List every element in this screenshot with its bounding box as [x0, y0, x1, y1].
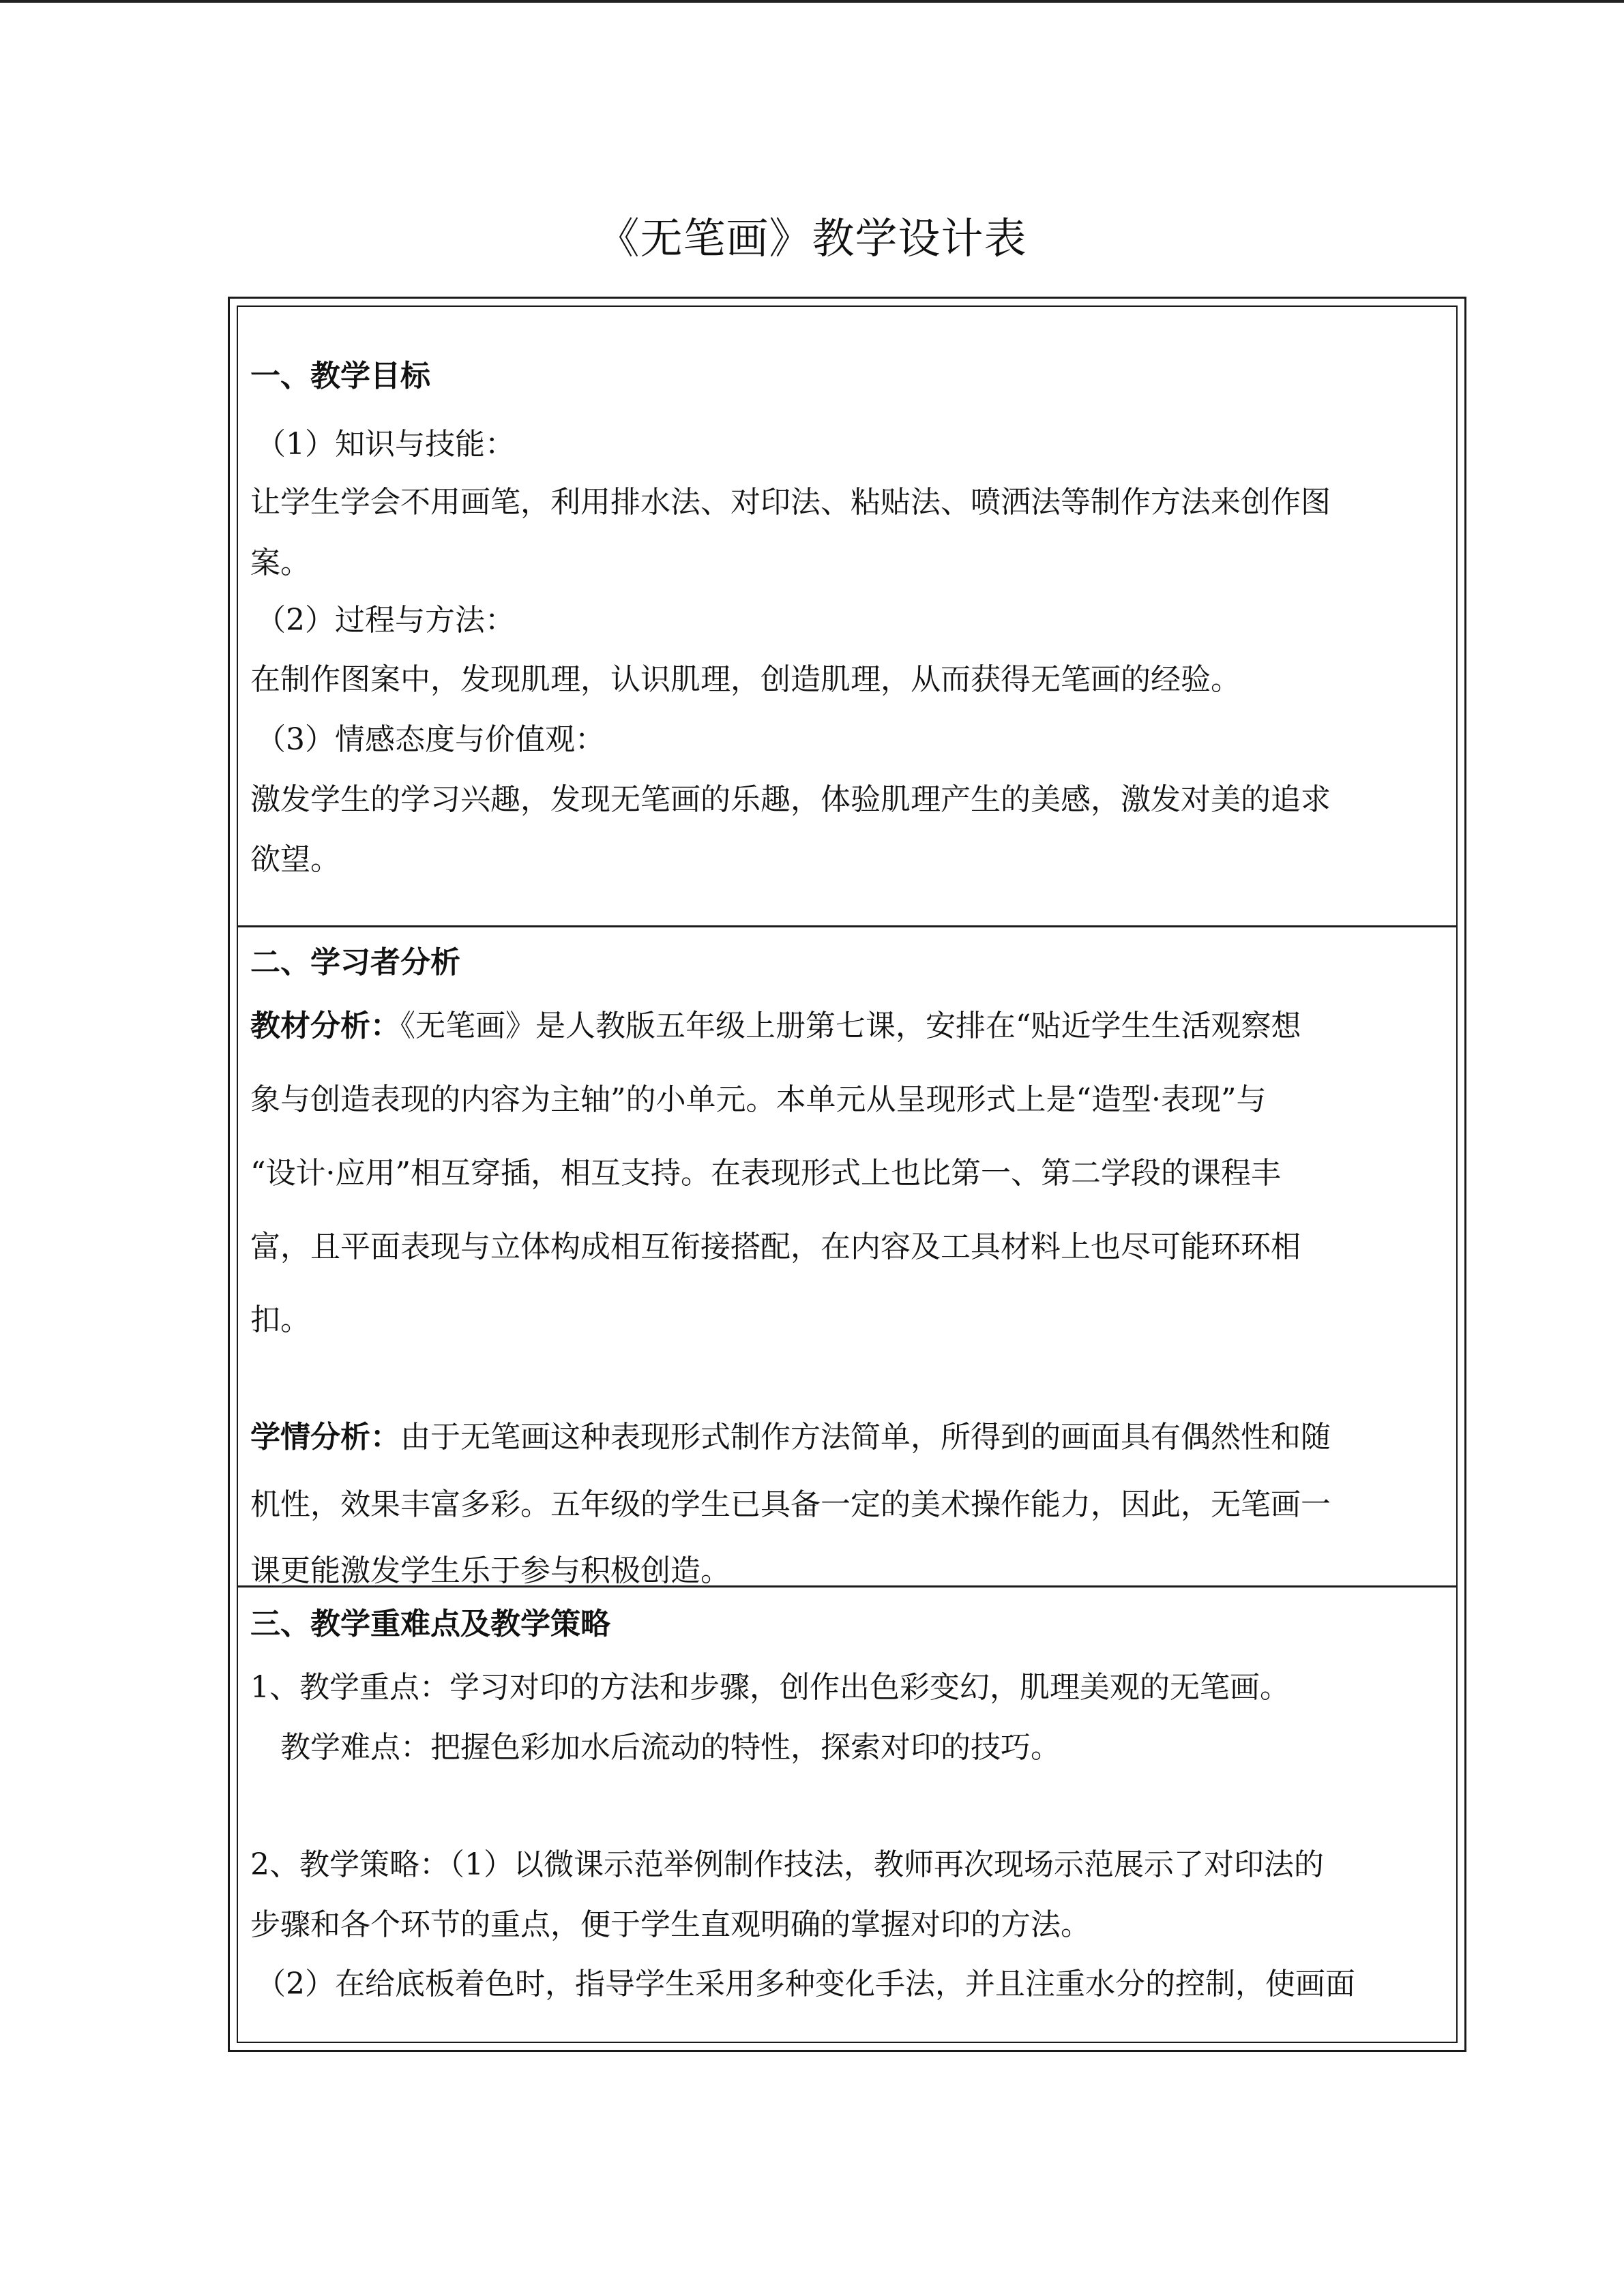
- material-analysis-line: [250, 1006, 1444, 1047]
- objective-line: （2）过程与方法：: [256, 603, 515, 638]
- section-teaching-objectives: [238, 307, 1456, 925]
- learner-analysis-label: 学情分析：: [250, 1420, 400, 1455]
- objective-line: 让学生学会不用画笔，利用排水法、对印法、粘贴法、喷洒法等制作方法来创作图: [250, 485, 1331, 520]
- design-table-inner: [237, 305, 1458, 2043]
- design-table: [228, 297, 1466, 2052]
- section-heading: 二、学习者分析: [250, 945, 460, 980]
- strategy-line: 2、教学策略：（1）以微课示范举例制作技法，教师再次现场示范展示了对印法的: [250, 1847, 1324, 1882]
- section-learner-analysis: [238, 925, 1456, 1588]
- strategy-line: 1、教学重点：学习对印的方法和步骤，创作出色彩变幻，肌理美观的无笔画。: [250, 1670, 1290, 1705]
- learner-analysis-line: [250, 1417, 1444, 1458]
- objective-line: 激发学生的学习兴趣，发现无笔画的乐趣，体验肌理产生的美感，激发对美的追求: [250, 782, 1331, 817]
- section-heading: 三、教学重难点及教学策略: [250, 1607, 610, 1641]
- learner-analysis-line: 课更能激发学生乐于参与积极创造。: [250, 1553, 730, 1588]
- objective-line: 在制作图案中，发现肌理，认识肌理，创造肌理，从而获得无笔画的经验。: [250, 662, 1241, 697]
- objective-line: 欲望。: [250, 842, 340, 877]
- learner-analysis-text: 由于无笔画这种表现形式制作方法简单，所得到的画面具有偶然性和随: [400, 1420, 1331, 1455]
- strategy-line: 教学难点：把握色彩加水后流动的特性，探索对印的技巧。: [280, 1730, 1061, 1765]
- section-heading: 一、教学目标: [250, 359, 430, 393]
- material-analysis-line: “设计·应用”相互穿插，相互支持。在表现形式上也比第一、第二学段的课程丰: [250, 1156, 1281, 1191]
- material-analysis-line: 扣。: [250, 1302, 310, 1337]
- objective-line: （1）知识与技能：: [256, 427, 515, 462]
- page-top-border: [0, 0, 1624, 3]
- strategy-line: （2）在给底板着色时，指导学生采用多种变化手法，并且注重水分的控制，使画面: [256, 1967, 1355, 2001]
- material-analysis-line: 象与创造表现的内容为主轴”的小单元。本单元从呈现形式上是“造型·表现”与: [250, 1082, 1267, 1117]
- material-analysis-line: 富，且平面表现与立体构成相互衔接搭配，在内容及工具材料上也尽可能环环相: [250, 1229, 1301, 1264]
- section-key-points-strategy: [238, 1585, 1456, 2042]
- document-title: 《无笔画》教学设计表: [597, 213, 1027, 263]
- objective-line: 案。: [250, 546, 310, 580]
- learner-analysis-line: 机性，效果丰富多彩。五年级的学生已具备一定的美术操作能力，因此，无笔画一: [250, 1487, 1331, 1522]
- material-analysis-text: 《无笔画》是人教版五年级上册第七课，安排在“贴近学生生活观察想: [400, 1009, 1301, 1043]
- objective-line: （3）情感态度与价值观：: [256, 722, 605, 757]
- strategy-line: 步骤和各个环节的重点，便于学生直观明确的掌握对印的方法。: [250, 1907, 1091, 1942]
- material-analysis-label: 教材分析：: [250, 1009, 400, 1043]
